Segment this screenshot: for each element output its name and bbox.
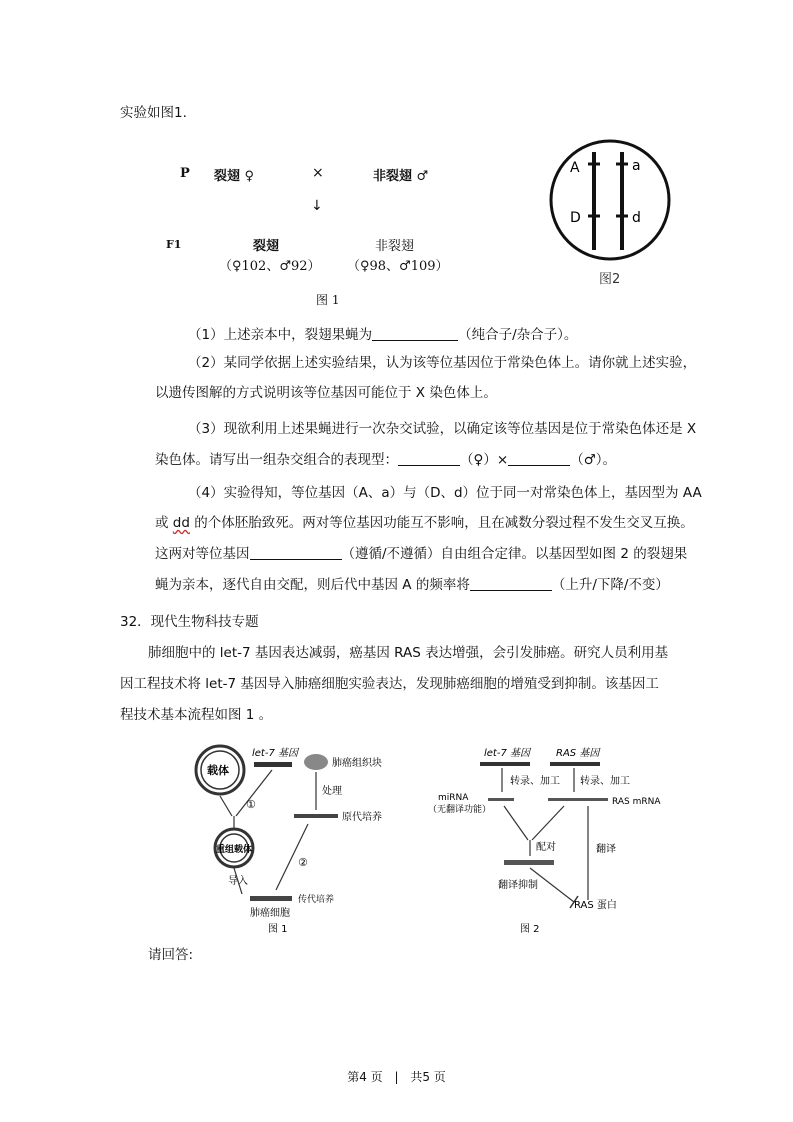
q4-line4 xyxy=(155,576,669,594)
q3-line1: （3）现欲利用上述果蝇进行一次杂交试验，以确定该等位基因是位于常染色体还是 X xyxy=(188,421,697,437)
b2-transcription-1: 转录、加工 xyxy=(510,776,560,787)
b2-ras-protein-label: RAS 蛋白 xyxy=(574,900,617,911)
let7-gene-bar xyxy=(254,762,292,767)
vector-label: 载体 xyxy=(207,764,229,777)
b2-translate-label: 翻译 xyxy=(596,844,616,855)
b2-transcription-2: 转录、加工 xyxy=(580,776,630,787)
q3-text-b: （♀）× xyxy=(460,452,509,468)
chromosome-diagram xyxy=(546,138,676,288)
q4-text-b: 的个体胚胎致死。两对等位基因功能互不影响，且在减数分裂过程不发生交叉互换。 xyxy=(189,515,694,531)
q4-follow-blank[interactable] xyxy=(250,545,342,560)
paired-complex-bar xyxy=(504,860,554,865)
b2-mirna-label: miRNA xyxy=(438,793,469,803)
q4-text-a: 或 xyxy=(155,515,173,531)
arrow-down-icon: ↓ xyxy=(311,198,323,214)
allele-A: A xyxy=(570,160,580,176)
cross-symbol: × xyxy=(312,165,324,181)
step-1-label: ① xyxy=(246,798,256,811)
footer-separator: | xyxy=(394,1070,399,1084)
f1-split-wing-counts: （♀102、♂92） xyxy=(219,259,321,274)
b2-inhibit-label: 翻译抑制 xyxy=(498,880,538,891)
q3-male-blank[interactable] xyxy=(508,451,570,466)
subculture-label: 传代培养 xyxy=(298,895,335,905)
q2-line2: 以遗传图解的方式说明该等位基因可能位于 X 染色体上。 xyxy=(155,385,497,401)
q4-frequency-blank[interactable] xyxy=(470,576,552,591)
tissue-label: 肺癌组织块 xyxy=(332,758,382,769)
b2-let7-gene-bar xyxy=(480,762,530,766)
q32-heading: 32．现代生物科技专题 xyxy=(120,614,259,630)
mirna-regulation-diagram xyxy=(424,740,684,940)
q4-text-e: 蝇为亲本，逐代自由交配，则后代中基因 A 的频率将 xyxy=(155,577,470,593)
p-label: P xyxy=(180,166,190,181)
q4-dd-genotype: dd xyxy=(172,515,190,531)
figure-b1-flow xyxy=(180,740,390,940)
question-1 xyxy=(188,326,577,344)
q32-line2: 因工程技术将 let-7 基因导入肺癌细胞实验表达，发现肺癌细胞的增殖受到抑制。该基因工 xyxy=(120,676,659,692)
process-label: 处理 xyxy=(322,786,342,797)
q4-line2 xyxy=(155,514,694,532)
b2-ras-mrna-label: RAS mRNA xyxy=(612,797,661,807)
f1-label: F1 xyxy=(166,238,182,251)
footer-page: 第4 页 xyxy=(347,1070,383,1084)
q4-text-c: 这两对等位基因 xyxy=(155,546,250,562)
allele-d: d xyxy=(632,210,641,226)
figure-b1-caption: 图 1 xyxy=(268,924,288,935)
step-2-label: ② xyxy=(298,856,308,869)
import-label: 导入 xyxy=(228,876,248,887)
cell-circle xyxy=(551,141,669,259)
figure-1-caption: 图 1 xyxy=(316,293,340,307)
figure-2-caption: 图2 xyxy=(599,272,621,287)
figure-b2-regulation xyxy=(424,740,684,940)
f1-nonsplit-wing: 非裂翅 xyxy=(375,239,415,254)
footer-total: 共5 页 xyxy=(410,1070,446,1084)
lung-cell-label: 肺癌细胞 xyxy=(250,908,290,919)
figure-b2-caption: 图 2 xyxy=(520,924,540,935)
q3-text-c: （♂）。 xyxy=(570,452,617,468)
q32-line1: 肺细胞中的 let-7 基因表达减弱，癌基因 RAS 表达增强，会引发肺癌。研究人员利用基 xyxy=(148,645,669,661)
parent-male: 非裂翅 ♂ xyxy=(373,169,429,184)
intro-text: 实验如图1. xyxy=(120,105,187,121)
f1-split-wing: 裂翅 xyxy=(253,239,280,254)
b2-mirna-note: （无翻译功能） xyxy=(428,805,492,815)
allele-D: D xyxy=(570,210,581,226)
q4-line3 xyxy=(155,545,687,563)
q32-line3: 程技术基本流程如图 1 。 xyxy=(120,707,273,723)
lung-cancer-cell-bar xyxy=(250,896,292,901)
recombinant-label: 重组载体 xyxy=(216,845,253,855)
parent-female: 裂翅 ♀ xyxy=(214,169,255,184)
q3-line2 xyxy=(155,451,616,469)
q1-text-b: （纯合子/杂合子）。 xyxy=(458,327,578,343)
b2-let7-label: let-7 基因 xyxy=(484,748,531,759)
page-footer xyxy=(0,1068,793,1085)
b2-pairing-label: 配对 xyxy=(536,842,556,853)
let7-label: let-7 基因 xyxy=(252,748,299,759)
q3-text-a: 染色体。请写出一组杂交组合的表现型： xyxy=(155,452,398,468)
primary-culture-bar xyxy=(294,814,338,818)
tissue-block xyxy=(304,754,328,770)
b2-ras-label: RAS 基因 xyxy=(556,748,600,759)
q4-text-f: （上升/下降/不变） xyxy=(551,577,669,593)
q2-line1: （2）某同学依据上述实验结果，认为该等位基因位于常染色体上。请你就上述实验， xyxy=(188,355,697,371)
allele-a: a xyxy=(632,158,641,174)
gene-engineering-diagram xyxy=(180,740,390,940)
ras-mrna-bar xyxy=(548,798,608,801)
q4-text-d: （遵循/不遵循）自由组合定律。以基因型如图 2 的裂翅果 xyxy=(341,546,688,562)
answer-prompt: 请回答: xyxy=(148,947,194,963)
mirna-bar xyxy=(488,798,514,801)
f1-nonsplit-wing-counts: （♀98、♂109） xyxy=(347,259,449,274)
q3-female-blank[interactable] xyxy=(398,451,460,466)
q4-line1: （4）实验得知，等位基因（A、a）与（D、d）位于同一对常染色体上，基因型为 AA xyxy=(188,485,702,501)
q1-answer-blank[interactable] xyxy=(372,326,458,341)
figure-2-chromosomes xyxy=(546,138,676,288)
b2-ras-gene-bar xyxy=(550,762,600,766)
primary-culture-label: 原代培养 xyxy=(342,812,382,823)
q1-text-a: （1）上述亲本中，裂翅果蝇为 xyxy=(188,327,373,343)
